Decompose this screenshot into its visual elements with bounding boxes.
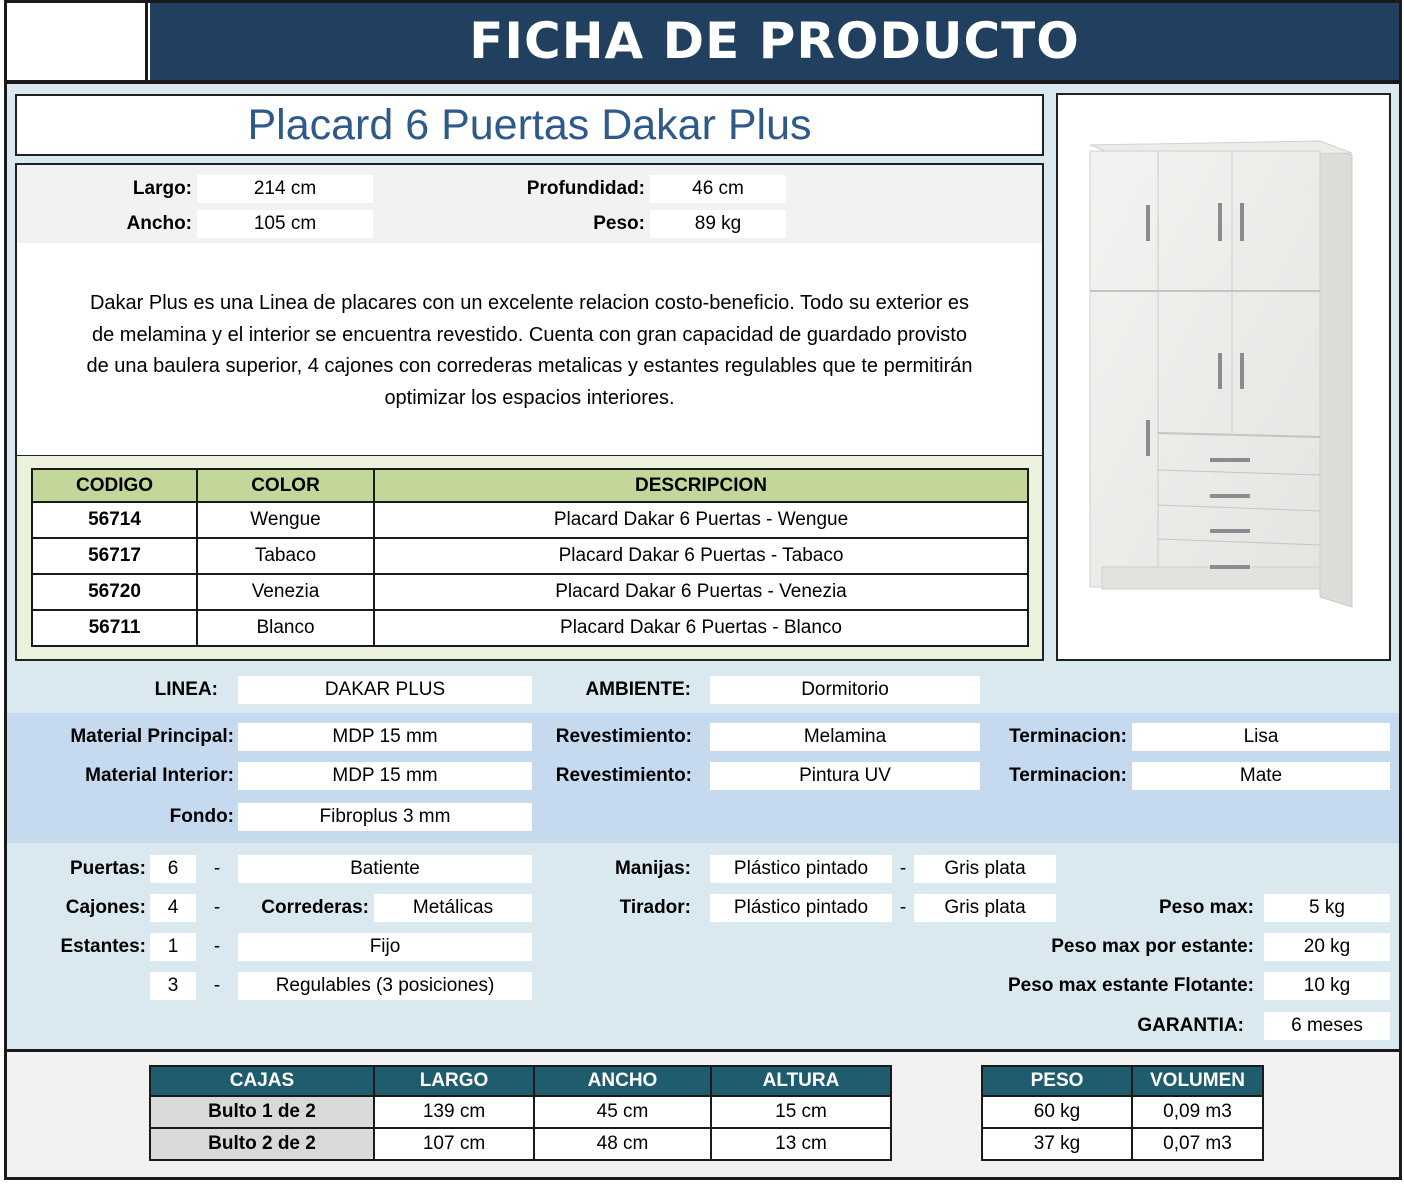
material-interior-value: MDP 15 mm bbox=[238, 762, 532, 790]
description-cell: Placard Dakar 6 Puertas - Blanco bbox=[374, 610, 1028, 646]
page-frame bbox=[4, 0, 1402, 1180]
package-altura: 15 cm bbox=[711, 1096, 891, 1128]
package-largo: 139 cm bbox=[374, 1096, 534, 1128]
separator: - bbox=[899, 897, 907, 918]
manijas-label: Manijas: bbox=[614, 858, 691, 879]
description-line: optimizar los espacios interiores. bbox=[384, 386, 675, 409]
description-cell: Placard Dakar 6 Puertas - Tabaco bbox=[374, 538, 1028, 574]
puertas-qty: 6 bbox=[150, 855, 196, 883]
puertas-type: Batiente bbox=[238, 855, 532, 883]
ambiente-value: Dormitorio bbox=[710, 676, 980, 704]
package-volumen: 0,09 m3 bbox=[1132, 1096, 1263, 1128]
column-header: ALTURA bbox=[711, 1066, 891, 1096]
peso-flotante-value: 10 kg bbox=[1264, 972, 1390, 1000]
fondo-value: Fibroplus 3 mm bbox=[238, 803, 532, 831]
estantes-type: Fijo bbox=[238, 933, 532, 961]
garantia-value: 6 meses bbox=[1264, 1012, 1390, 1040]
column-header: PESO bbox=[982, 1066, 1132, 1096]
code-cell: 56714 bbox=[32, 502, 197, 538]
cajones-label: Cajones: bbox=[65, 897, 146, 918]
profundidad-label: Profundidad: bbox=[526, 178, 645, 199]
description-line: de melamina y el interior se encuentra revestido. Cuenta con gran capacidad de guardado provisto bbox=[92, 323, 967, 346]
package-label: Bulto 1 de 2 bbox=[150, 1096, 374, 1128]
ancho-value: 105 cm bbox=[197, 210, 373, 238]
product-name: Placard 6 Puertas Dakar Plus bbox=[15, 94, 1044, 156]
description-cell: Placard Dakar 6 Puertas - Venezia bbox=[374, 574, 1028, 610]
ancho-label: Ancho: bbox=[126, 213, 192, 234]
fondo-label: Fondo: bbox=[169, 806, 234, 827]
color-cell: Tabaco bbox=[197, 538, 374, 574]
tirador-color: Gris plata bbox=[914, 894, 1056, 922]
manijas-color: Gris plata bbox=[914, 855, 1056, 883]
separator: - bbox=[213, 897, 221, 918]
terminacion-label: Terminacion: bbox=[1009, 765, 1127, 786]
revestimiento-value: Melamina bbox=[710, 723, 980, 751]
linea-value: DAKAR PLUS bbox=[238, 676, 532, 704]
revestimiento-label: Revestimiento: bbox=[555, 765, 692, 786]
peso-flotante-label: Peso max estante Flotante: bbox=[1007, 975, 1254, 996]
column-header: VOLUMEN bbox=[1132, 1066, 1263, 1096]
description-cell: Placard Dakar 6 Puertas - Wengue bbox=[374, 502, 1028, 538]
package-peso: 37 kg bbox=[982, 1128, 1132, 1160]
column-header: COLOR bbox=[197, 469, 374, 502]
color-cell: Venezia bbox=[197, 574, 374, 610]
color-cell: Wengue bbox=[197, 502, 374, 538]
revestimiento-label: Revestimiento: bbox=[555, 726, 692, 747]
tirador-value: Plástico pintado bbox=[710, 894, 892, 922]
peso-max-value: 5 kg bbox=[1264, 894, 1390, 922]
largo-label: Largo: bbox=[132, 178, 192, 199]
column-header: LARGO bbox=[374, 1066, 534, 1096]
revestimiento-value: Pintura UV bbox=[710, 762, 980, 790]
page-title: FICHA DE PRODUCTO bbox=[150, 3, 1399, 80]
cajones-qty: 4 bbox=[150, 894, 196, 922]
material-principal-label: Material Principal: bbox=[70, 726, 234, 747]
package-ancho: 45 cm bbox=[534, 1096, 711, 1128]
package-volumen: 0,07 m3 bbox=[1132, 1128, 1263, 1160]
correderas-label: Correderas: bbox=[261, 897, 369, 918]
tirador-label: Tirador: bbox=[619, 897, 691, 918]
separator: - bbox=[213, 936, 221, 957]
peso-estante-value: 20 kg bbox=[1264, 933, 1390, 961]
estantes-label: Estantes: bbox=[60, 936, 146, 957]
peso-max-label: Peso max: bbox=[1158, 897, 1254, 918]
column-header: CODIGO bbox=[32, 469, 197, 502]
peso-estante-label: Peso max por estante: bbox=[1051, 936, 1254, 957]
color-cell: Blanco bbox=[197, 610, 374, 646]
column-header: DESCRIPCION bbox=[374, 469, 1028, 502]
description-line: de una baulera superior, 4 cajones con correderas metalicas y estantes regulables que te permitirán bbox=[86, 355, 973, 377]
material-principal-value: MDP 15 mm bbox=[238, 723, 532, 751]
material-interior-label: Material Interior: bbox=[85, 765, 234, 786]
linea-label: LINEA: bbox=[154, 679, 218, 700]
ambiente-label: AMBIENTE: bbox=[585, 679, 691, 700]
package-altura: 13 cm bbox=[711, 1128, 891, 1160]
terminacion-value: Lisa bbox=[1132, 723, 1390, 751]
terminacion-label: Terminacion: bbox=[1009, 726, 1127, 747]
separator: - bbox=[213, 858, 221, 879]
column-header: CAJAS bbox=[150, 1066, 374, 1096]
package-largo: 107 cm bbox=[374, 1128, 534, 1160]
estantes-regulables-type: Regulables (3 posiciones) bbox=[238, 972, 532, 1000]
profundidad-value: 46 cm bbox=[650, 175, 786, 203]
terminacion-value: Mate bbox=[1132, 762, 1390, 790]
peso-value: 89 kg bbox=[650, 210, 786, 238]
separator: - bbox=[899, 858, 907, 879]
package-label: Bulto 2 de 2 bbox=[150, 1128, 374, 1160]
largo-value: 214 cm bbox=[197, 175, 373, 203]
code-cell: 56717 bbox=[32, 538, 197, 574]
code-cell: 56711 bbox=[32, 610, 197, 646]
estantes-regulables-qty: 3 bbox=[150, 972, 196, 1000]
code-cell: 56720 bbox=[32, 574, 197, 610]
column-header: ANCHO bbox=[534, 1066, 711, 1096]
estantes-qty: 1 bbox=[150, 933, 196, 961]
package-ancho: 48 cm bbox=[534, 1128, 711, 1160]
correderas-value: Metálicas bbox=[374, 894, 532, 922]
manijas-value: Plástico pintado bbox=[710, 855, 892, 883]
peso-label: Peso: bbox=[593, 213, 645, 234]
puertas-label: Puertas: bbox=[69, 858, 146, 879]
garantia-label: GARANTIA: bbox=[1137, 1015, 1244, 1036]
package-peso: 60 kg bbox=[982, 1096, 1132, 1128]
separator: - bbox=[213, 975, 221, 996]
description-line: Dakar Plus es una Linea de placares con un excelente relacion costo-beneficio. Todo su exterior es bbox=[89, 292, 970, 314]
